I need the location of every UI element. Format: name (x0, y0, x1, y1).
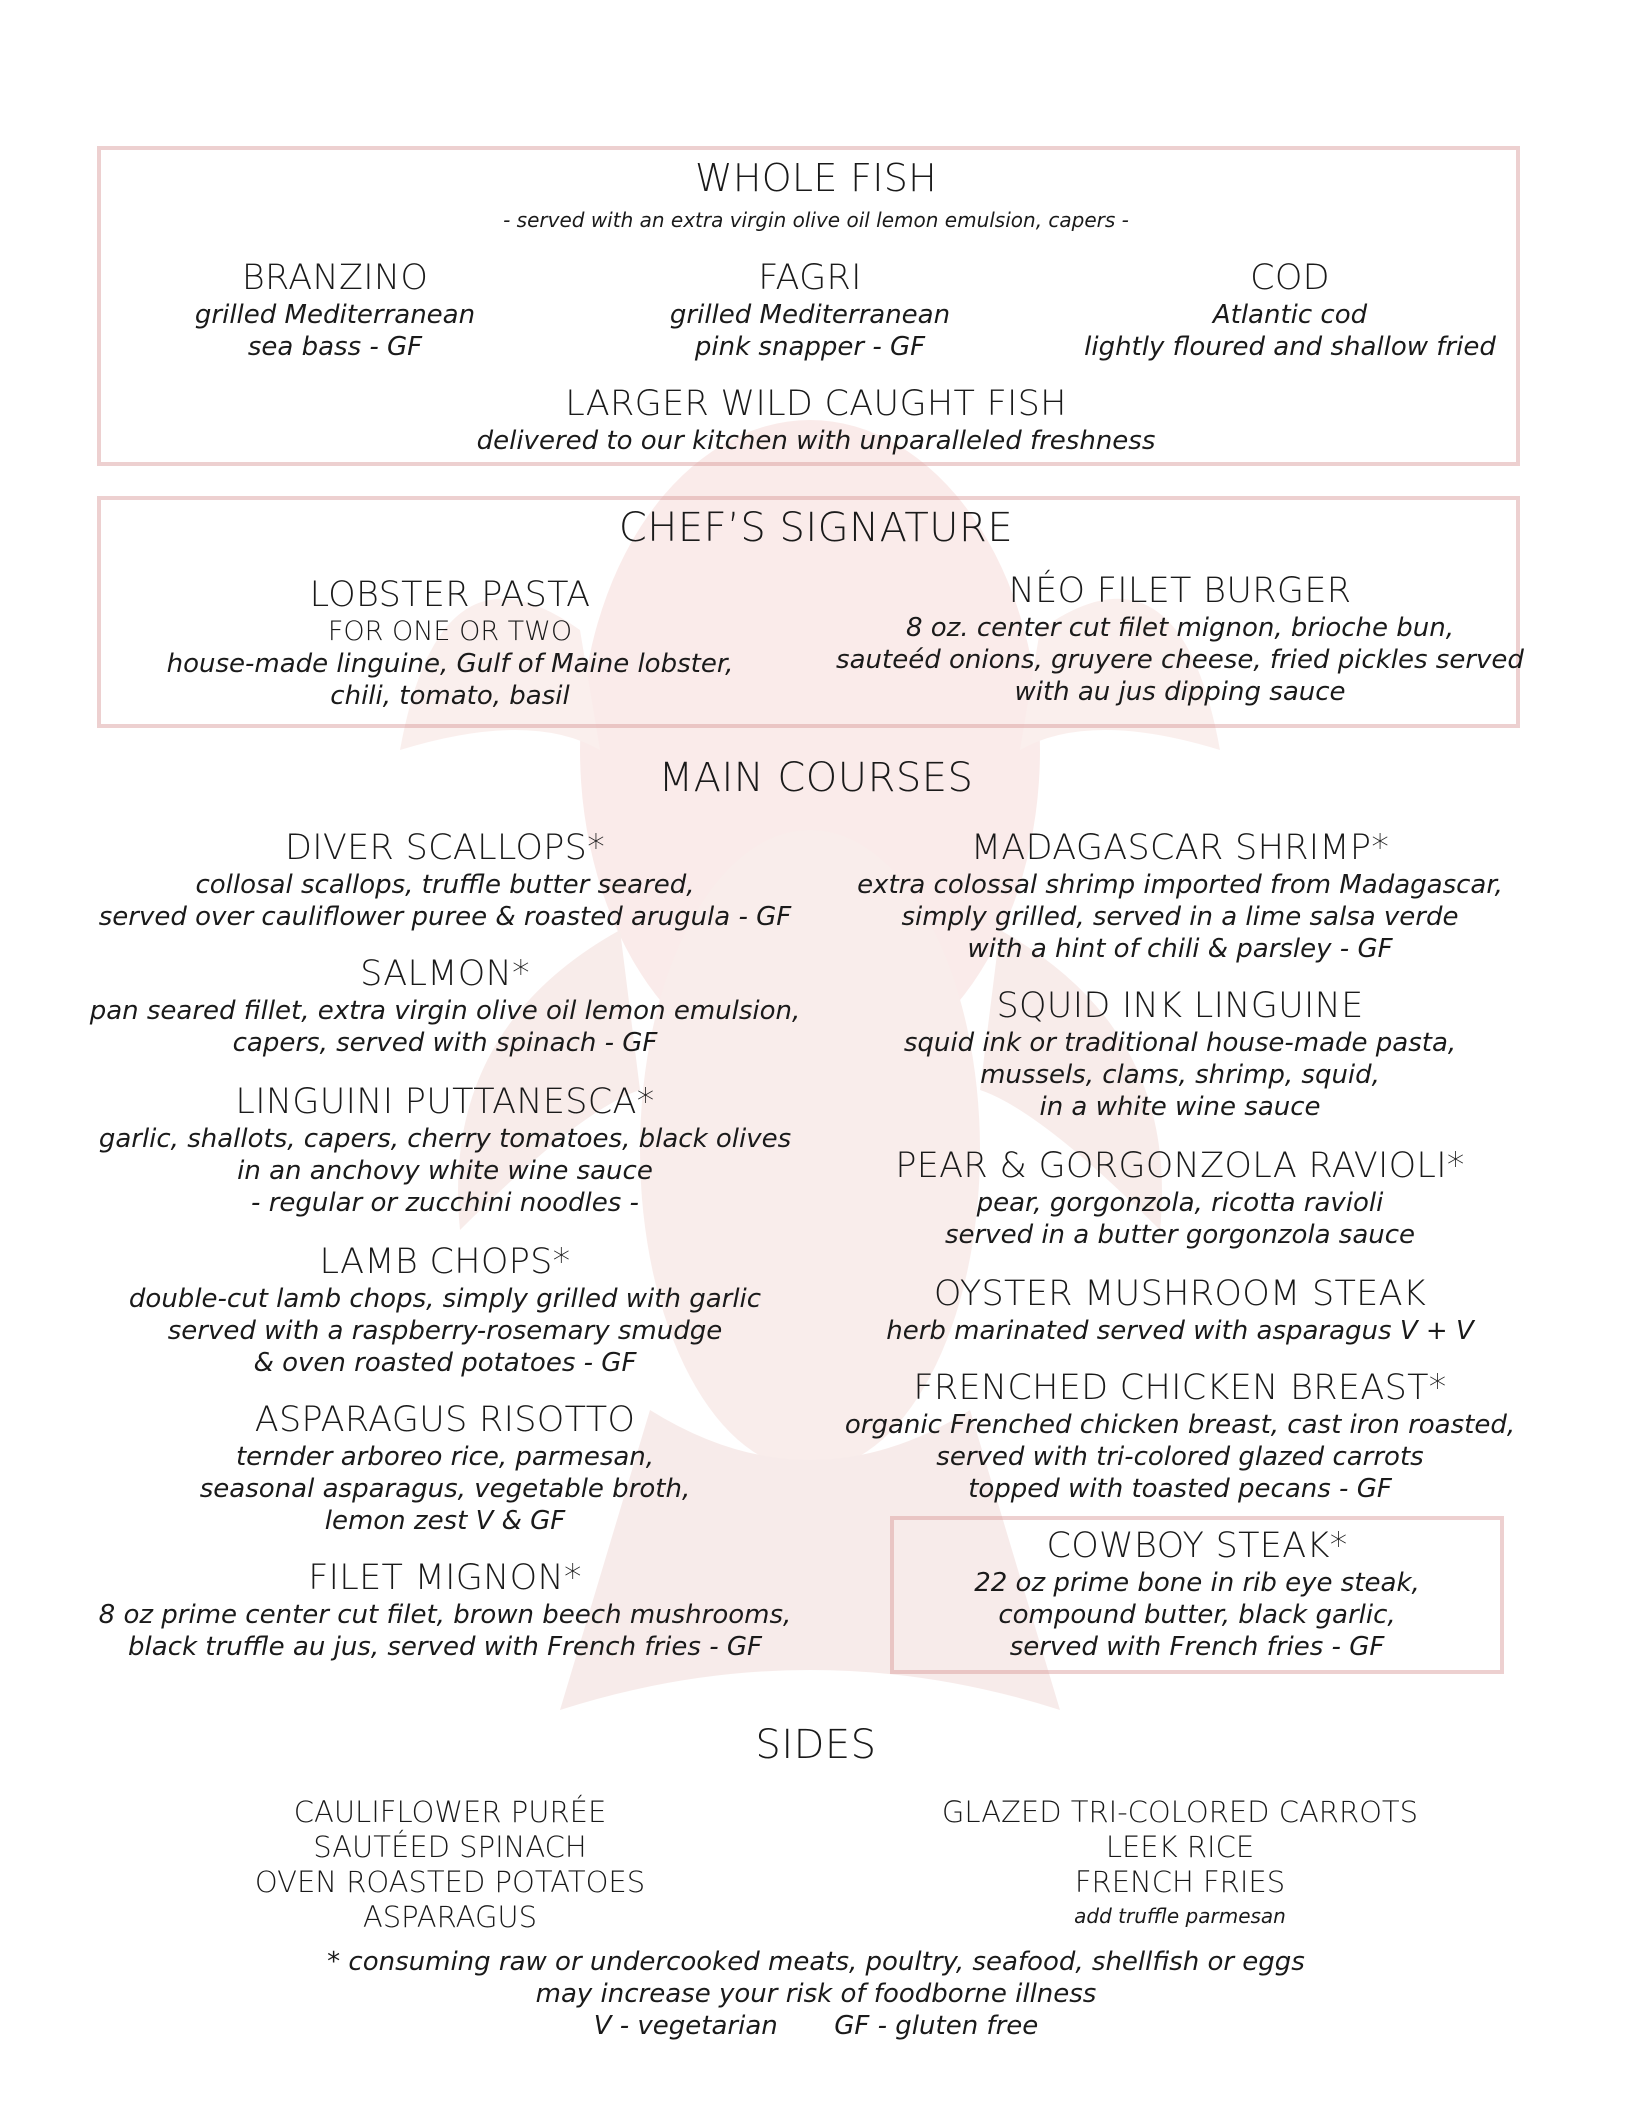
dish-name: MADAGASCAR SHRIMP* (970, 828, 1390, 868)
dish-desc-line: in an anchovy white wine sauce (237, 1156, 653, 1186)
sides-section (0, 1722, 1632, 1768)
side-item: ASPARAGUS (362, 1900, 538, 1934)
dish-desc-line: mussels, clams, shrimp, squid, (980, 1060, 1380, 1090)
side-item: LEEK RICE (1105, 1830, 1255, 1864)
dish-lamb-chops (80, 1241, 810, 1379)
dish-desc-line: house-made linguine, Gulf of Maine lobster, (166, 649, 734, 679)
side-item: GLAZED TRI-COLORED CARROTS (941, 1795, 1419, 1829)
dish-salmon (80, 953, 810, 1059)
dish-name: SQUID INK LINGUINE (996, 986, 1364, 1026)
dish-desc-line: squid ink or traditional house-made pasta, (903, 1028, 1457, 1058)
disclaimer-line: * consuming raw or undercooked meats, poultry, seafood, shellfish or eggs (327, 1947, 1305, 1977)
dish-squid-ink-linguine (820, 985, 1540, 1123)
dish-cod (1060, 257, 1520, 363)
side-item: SAUTÉED SPINACH (313, 1830, 587, 1864)
dish-desc-line: - regular or zucchini noodles - (251, 1188, 639, 1218)
dish-desc-line: simply grilled, served in a lime salsa verde (901, 902, 1459, 932)
dish-desc-line: sea bass - GF (247, 332, 423, 362)
dish-desc-line: sauteéd onions, gruyere cheese, fried pickles served (836, 645, 1524, 675)
dish-desc-line: grilled Mediterranean (194, 300, 476, 330)
dish-desc-line: chili, tomato, basil (330, 681, 570, 711)
dish-desc-line: ternder arboreo rice, parmesan, (235, 1442, 655, 1472)
section-title-main-courses: MAIN COURSES (658, 755, 974, 801)
dish-desc-line: pink snapper - GF (694, 332, 926, 362)
dish-desc-line: 22 oz prime bone in rib eye steak, (974, 1568, 1420, 1598)
dish-desc-line: served over cauliflower puree & roasted arugula - GF (98, 902, 792, 932)
dish-desc-line: lemon zest V & GF (324, 1506, 566, 1536)
dish-desc-line: & oven roasted potatoes - GF (253, 1348, 637, 1378)
dish-cowboy-steak (890, 1525, 1504, 1663)
dish-name: SALMON* (360, 954, 530, 994)
dish-desc-line: pan seared fillet, extra virgin olive oil lemon emulsion, (89, 996, 801, 1026)
dish-desc-line: with au jus dipping sauce (1014, 677, 1346, 707)
dish-name: NÉO FILET BURGER (1008, 571, 1352, 611)
dish-desc-line: served in a butter gorgonzola sauce (944, 1220, 1416, 1250)
dish-name: LAMB CHOPS* (319, 1242, 571, 1282)
dish-name: OYSTER MUSHROOM STEAK (933, 1274, 1427, 1314)
dish-desc-line: in a white wine sauce (1039, 1092, 1321, 1122)
dish-desc-line: double-cut lamb chops, simply grilled with garlic (128, 1284, 762, 1314)
whole-fish-section (0, 156, 1632, 232)
sides-right-list (920, 1795, 1440, 1928)
dish-desc-line: 8 oz. center cut filet mignon, brioche bun, (905, 613, 1455, 643)
dish-desc-line: grilled Mediterranean (669, 300, 951, 330)
dish-name: BRANZINO (241, 258, 429, 298)
dish-lobster-pasta (130, 574, 770, 712)
dish-neo-filet-burger (830, 570, 1530, 708)
dish-asparagus-risotto (80, 1399, 810, 1537)
dish-note: FOR ONE OR TWO (327, 616, 573, 647)
dish-diver-scallops (80, 827, 810, 933)
main-courses-section (0, 755, 1632, 801)
dish-desc-line: seasonal asparagus, vegetable broth, (199, 1474, 691, 1504)
section-title-sides: SIDES (755, 1722, 877, 1768)
footer-disclaimer (0, 1946, 1632, 2042)
dish-name: FRENCHED CHICKEN BREAST* (913, 1368, 1447, 1408)
dish-desc-line: Atlantic cod (1212, 300, 1368, 330)
dish-desc-line: pear, gorgonzola, ricotta ravioli (976, 1188, 1384, 1218)
dish-desc-line: garlic, shallots, capers, cherry tomatoes, black olives (98, 1124, 792, 1154)
dish-desc-line: with a hint of chili & parsley - GF (967, 934, 1393, 964)
dish-desc-line: organic Frenched chicken breast, cast iron roasted, (844, 1410, 1516, 1440)
section-title-whole-fish: WHOLE FISH (694, 156, 938, 200)
section-title-chefs-signature: CHEF’S SIGNATURE (618, 505, 1014, 551)
whole-fish-subtitle: - served with an extra virgin olive oil lemon emulsion, capers - (503, 207, 1129, 232)
dish-desc-line: topped with toasted pecans - GF (968, 1474, 1392, 1504)
side-item: FRENCH FRIES (1074, 1865, 1286, 1899)
dish-name: COD (1250, 258, 1330, 298)
dish-name: LARGER WILD CAUGHT FISH (565, 384, 1067, 424)
dish-name: PEAR & GORGONZOLA RAVIOLI* (895, 1146, 1465, 1186)
dish-linguini-puttanesca (80, 1081, 810, 1219)
dish-desc-line: 8 oz prime center cut filet, brown beech mushrooms, (98, 1600, 792, 1630)
dish-name: LOBSTER PASTA (309, 575, 591, 615)
dish-name: ASPARAGUS RISOTTO (254, 1400, 636, 1440)
dish-desc-line: compound butter, black garlic, (998, 1600, 1396, 1630)
dish-desc-line: collosal scallops, truffle butter seared, (195, 870, 695, 900)
dish-desc-line: served with tri-colored glazed carrots (936, 1442, 1424, 1472)
side-item: OVEN ROASTED POTATOES (254, 1865, 646, 1899)
dish-filet-mignon (80, 1557, 810, 1663)
dish-name: DIVER SCALLOPS* (285, 828, 605, 868)
side-item: CAULIFLOWER PURÉE (293, 1795, 607, 1829)
dish-name: COWBOY STEAK* (1046, 1526, 1348, 1566)
dish-name: FAGRI (758, 258, 862, 298)
dish-desc-line: served with French fries - GF (1009, 1632, 1385, 1662)
legend-line (0, 2010, 1632, 2042)
dish-oyster-mushroom-steak (820, 1273, 1540, 1347)
dish-pear-gorgonzola-ravioli (820, 1145, 1540, 1251)
dish-madagascar-shrimp (820, 827, 1540, 965)
chefs-signature-section (0, 505, 1632, 551)
dish-frenched-chicken-breast (820, 1367, 1540, 1505)
dish-desc-line: served with a raspberry-rosemary smudge (167, 1316, 723, 1346)
dish-branzino (145, 257, 525, 363)
legend-vegetarian: V - vegetarian (593, 2011, 778, 2041)
dish-name: LINGUINI PUTTANESCA* (235, 1082, 655, 1122)
dish-desc-line: delivered to our kitchen with unparalleled freshness (476, 426, 1156, 456)
side-note: add truffle parmesan (1074, 1904, 1286, 1928)
dish-desc-line: capers, served with spinach - GF (232, 1028, 658, 1058)
dish-desc-line: herb marinated served with asparagus V + V (886, 1316, 1474, 1346)
legend-gluten-free: GF - gluten free (834, 2011, 1039, 2041)
dish-desc-line: extra colossal shrimp imported from Madagascar, (857, 870, 1503, 900)
dish-larger-wild-caught-fish (0, 383, 1632, 457)
dish-fagri (620, 257, 1000, 363)
sides-left-list (200, 1795, 700, 1935)
disclaimer-line: may increase your risk of foodborne illness (535, 1979, 1097, 2009)
dish-desc-line: black truffle au jus, served with French fries - GF (128, 1632, 762, 1662)
dish-name: FILET MIGNON* (308, 1558, 582, 1598)
dish-desc-line: lightly floured and shallow fried (1084, 332, 1496, 362)
